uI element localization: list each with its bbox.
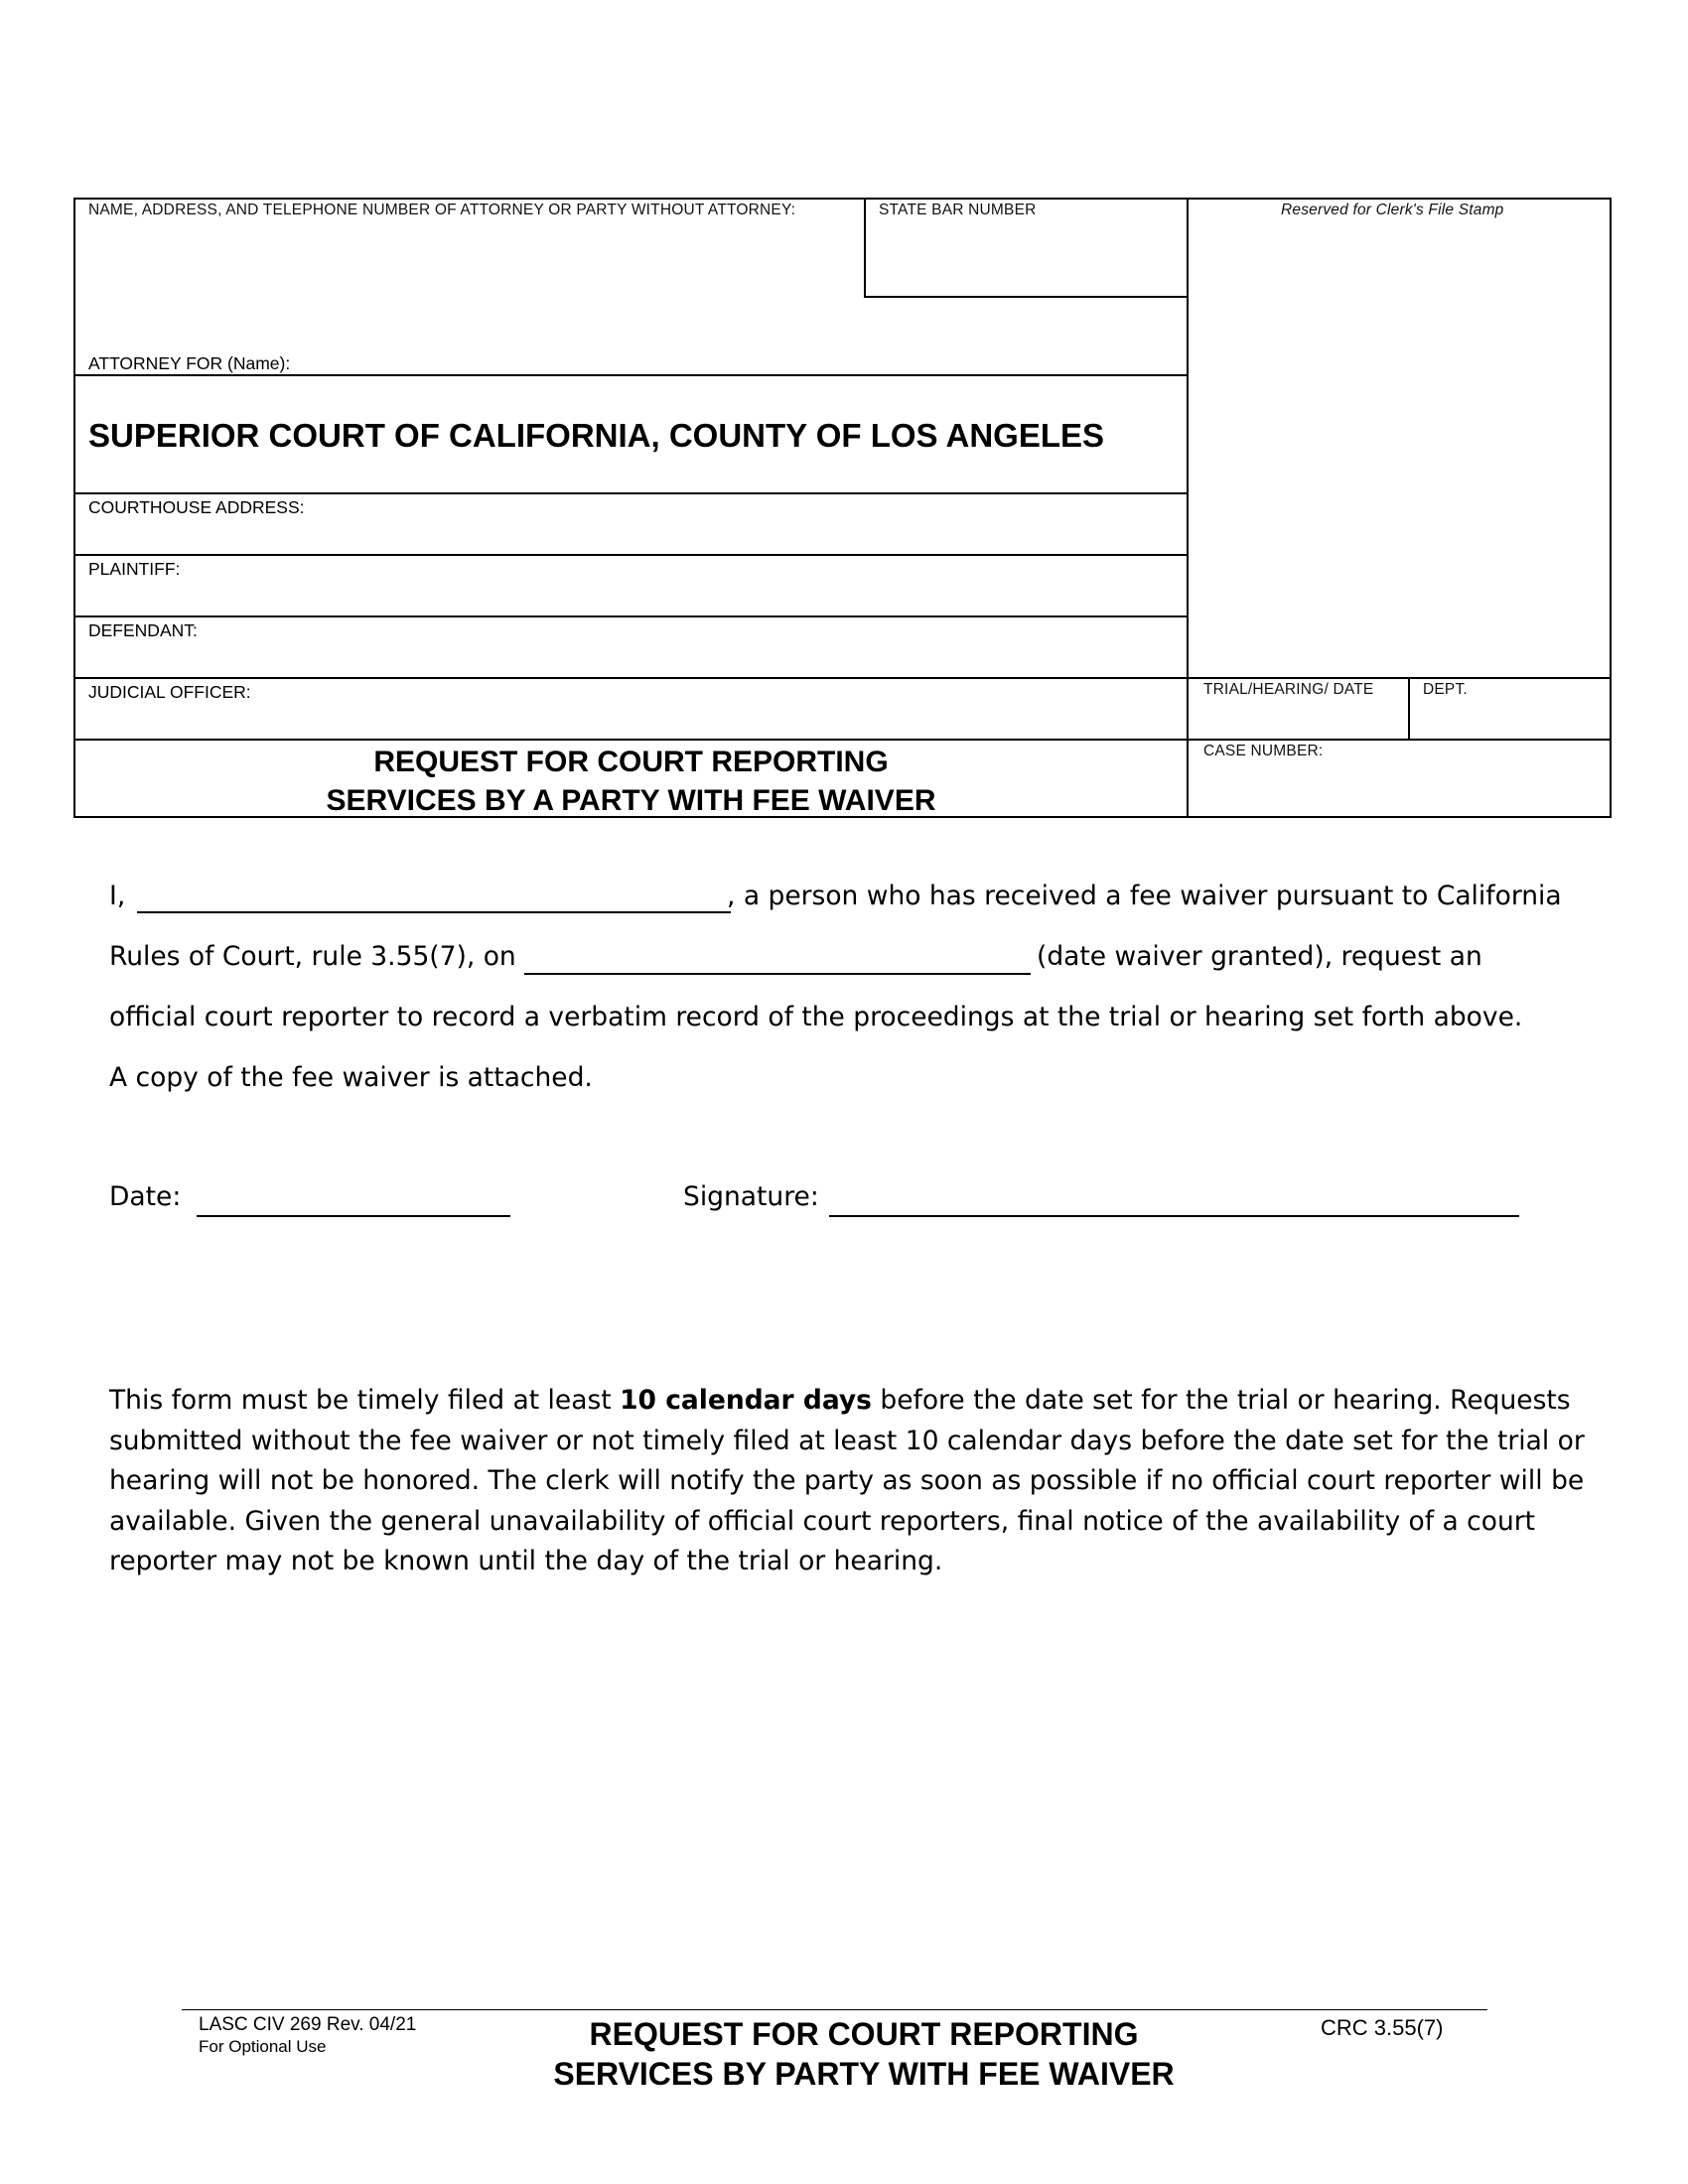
court-name: SUPERIOR COURT OF CALIFORNIA, COUNTY OF LOS ANGELES xyxy=(88,417,1105,454)
statement-line-3: official court reporter to record a verbatim record of the proceedings at the trial or hearing set forth above. xyxy=(109,1002,1523,1032)
form-number: LASC CIV 269 Rev. 04/21 xyxy=(199,2014,417,2035)
case-number-label: CASE NUMBER: xyxy=(1203,743,1324,759)
date-label: Date: xyxy=(109,1181,182,1212)
rule-reference: CRC 3.55(7) xyxy=(1321,2015,1444,2040)
statement-i: I, xyxy=(109,881,126,911)
waiver-date-line[interactable] xyxy=(524,973,1031,975)
notice-bold: 10 calendar days xyxy=(620,1385,872,1416)
judicial-officer-field[interactable] xyxy=(278,681,1182,735)
trial-hearing-date-field[interactable] xyxy=(1192,703,1404,737)
form-title xyxy=(75,743,1187,820)
signature-line[interactable] xyxy=(829,1215,1519,1217)
footer-form-info xyxy=(199,2014,416,2058)
footer-title-line-1: REQUEST FOR COURT REPORTING xyxy=(589,2016,1139,2052)
judicial-officer-label: JUDICIAL OFFICER: xyxy=(88,682,251,702)
state-bar-number-field[interactable] xyxy=(868,223,1184,293)
trial-hearing-date-label: TRIAL/HEARING/ DATE xyxy=(1203,681,1374,698)
plaintiff-field[interactable] xyxy=(199,558,1182,612)
notice-part-2: before the date set for the trial or hearing. Requests submitted without the fee waiver or not timely filed at least 10 calendar days before the date set for the trial or hearing will not be honored. The clerk will notify the party as soon as possible if no official court reporter will be available. Given the general unavailability of official court reporters, final notice of the availability of a court reporter may not be known until the day of the trial or hearing. xyxy=(109,1385,1585,1576)
filing-notice xyxy=(109,1381,1589,1582)
attorney-name-address-field[interactable] xyxy=(77,223,862,352)
plaintiff-label: PLAINTIFF: xyxy=(88,559,181,579)
case-number-field[interactable] xyxy=(1192,764,1606,812)
footer-title-line-2: SERVICES BY PARTY WITH FEE WAIVER xyxy=(553,2056,1175,2092)
dept-field[interactable] xyxy=(1412,703,1606,737)
notice-part-1: This form must be timely filed at least xyxy=(109,1385,621,1416)
courthouse-address-field[interactable] xyxy=(298,496,1182,550)
footer-rule xyxy=(182,2009,1487,2010)
clerk-file-stamp-label: Reserved for Clerk's File Stamp xyxy=(1281,202,1504,218)
attorney-for-label: ATTORNEY FOR (Name): xyxy=(88,353,291,373)
statement-line-1-end: , a person who has received a fee waiver pursuant to California xyxy=(727,881,1562,911)
attorney-name-address-label: NAME, ADDRESS, AND TELEPHONE NUMBER OF ATTORNEY OR PARTY WITHOUT ATTORNEY: xyxy=(88,202,796,218)
defendant-field[interactable] xyxy=(218,619,1182,673)
statement-line-4: A copy of the fee waiver is attached. xyxy=(109,1062,593,1093)
state-bar-number-label: STATE BAR NUMBER xyxy=(879,202,1037,218)
optional-use: For Optional Use xyxy=(199,2037,327,2056)
courthouse-address-label: COURTHOUSE ADDRESS: xyxy=(88,497,305,517)
party-name-line[interactable] xyxy=(137,911,731,913)
form-title-line-2: SERVICES BY A PARTY WITH FEE WAIVER xyxy=(326,784,936,817)
dept-label: DEPT. xyxy=(1423,681,1468,698)
statement-line-2-end: (date waiver granted), request an xyxy=(1037,941,1482,972)
footer-title xyxy=(467,2014,1261,2094)
statement-line-2-start: Rules of Court, rule 3.55(7), on xyxy=(109,941,516,972)
date-line[interactable] xyxy=(197,1215,510,1217)
signature-label: Signature: xyxy=(683,1181,819,1212)
form-title-line-1: REQUEST FOR COURT REPORTING xyxy=(373,746,889,778)
defendant-label: DEFENDANT: xyxy=(88,620,198,640)
